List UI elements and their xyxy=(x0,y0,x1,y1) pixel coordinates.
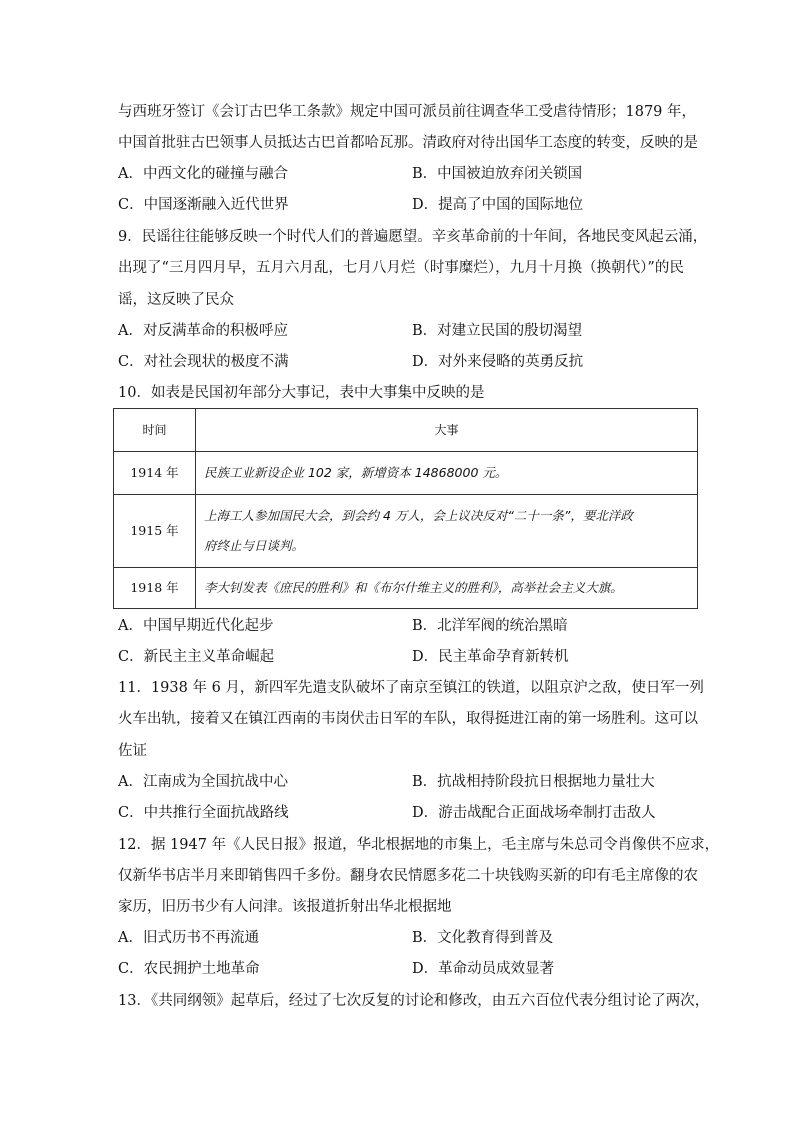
q8-stem-line-1: 与西班牙签订《会订古巴华工条款》规定中国可派员前往调查华工受虐待情形；1879 年， xyxy=(118,104,697,120)
q11-stem-line-1: 11．1938 年 6 月，新四军先遣支队破坏了南京至镇江的铁道，以阻京沪之敌，使日军一列 xyxy=(118,680,704,696)
q12-option-c: C．农民拥护土地革命 xyxy=(118,961,260,977)
q11-option-b: B．抗战相持阶段抗日根据地力量壮大 xyxy=(412,774,655,790)
q8-option-d: D．提高了中国的国际地位 xyxy=(412,197,584,213)
q11-option-c: C．中共推行全面抗战路线 xyxy=(118,805,289,821)
q12-stem-line-1: 12．据 1947 年《人民日报》报道，华北根据地的市集上，毛主席与朱总司令肖像供不应求， xyxy=(118,837,720,853)
q9-stem-line-3: 谣，这反映了民众 xyxy=(118,292,234,308)
q10-option-a: A．中国早期近代化起步 xyxy=(118,618,274,634)
row-event-line-2: 府终止与日谈判。 xyxy=(204,538,305,553)
q8-option-a: A．中西文化的碰撞与融合 xyxy=(118,166,288,182)
row-event: 民族工业新设企业 102 家，新增资本 14868000 元。 xyxy=(204,465,508,480)
q9-option-c: C．对社会现状的极度不满 xyxy=(118,354,289,370)
q10-stem: 10．如表是民国初年部分大事记，表中大事集中反映的是 xyxy=(118,385,485,401)
q8-option-b: B．中国被迫放弃闭关锁国 xyxy=(412,166,583,182)
q9-option-a: A．对反满革命的积极呼应 xyxy=(118,323,288,339)
row-year: 1915 年 xyxy=(114,495,196,568)
row-year: 1914 年 xyxy=(114,452,196,495)
row-event: 李大钊发表《庶民的胜利》和《布尔什维主义的胜利》，高举社会主义大旗。 xyxy=(204,580,623,595)
q10-option-d: D．民主革命孕育新转机 xyxy=(412,649,569,665)
q11-option-d: D．游击战配合正面战场牵制打击敌人 xyxy=(412,805,656,821)
header-event: 大事 xyxy=(196,409,698,452)
table-row xyxy=(114,568,698,609)
q12-option-d: D．革命动员成效显著 xyxy=(412,961,555,977)
q12-stem-line-3: 家历，旧历书少有人问津。该报道折射出华北根据地 xyxy=(118,899,452,915)
q8-option-c: C．中国逐渐融入近代世界 xyxy=(118,197,289,213)
table-row xyxy=(114,495,698,568)
table-row xyxy=(114,452,698,495)
q10-option-c: C．新民主主义革命崛起 xyxy=(118,649,275,665)
q9-option-b: B．对建立民国的殷切渴望 xyxy=(412,323,583,339)
row-year: 1918 年 xyxy=(114,568,196,609)
q13-stem-line-1: 13．《共同纲领》起草后，经过了七次反复的讨论和修改，由五六百位代表分组讨论了两次， xyxy=(118,993,710,1009)
q12-stem-line-2: 仅新华书店半月来即销售四千多份。翻身农民情愿多花二十块钱购买新的印有毛主席像的农 xyxy=(118,868,698,884)
table-header-row xyxy=(114,409,698,452)
q9-option-d: D．对外来侵略的英勇反抗 xyxy=(412,354,584,370)
q11-stem-line-3: 佐证 xyxy=(118,743,147,759)
header-time: 时间 xyxy=(114,409,196,452)
q11-option-a: A．江南成为全国抗战中心 xyxy=(118,774,288,790)
q9-stem-line-2: 出现了“三月四月早，五月六月乱，七月八月烂（时事糜烂），九月十月换（换朝代）”的民 xyxy=(118,260,684,276)
events-table xyxy=(113,408,698,609)
q9-stem-line-1: 9．民谣往往能够反映一个时代人们的普遍愿望。辛亥革命前的十年间，各地民变风起云涌， xyxy=(118,229,708,245)
q11-stem-line-2: 火车出轨，接着又在镇江西南的韦岗伏击日军的车队，取得挺进江南的第一场胜利。这可以 xyxy=(118,711,698,727)
q12-option-b: B．文化教育得到普及 xyxy=(412,930,554,946)
row-event-line-1: 上海工人参加国民大会，到会约 4 万人，会上议决反对“二十一条”，要北洋政 xyxy=(204,508,633,523)
q12-option-a: A．旧式历书不再流通 xyxy=(118,930,259,946)
q8-stem-line-2: 中国首批驻古巴领事人员抵达古巴首都哈瓦那。清政府对待出国华工态度的转变，反映的是 xyxy=(118,135,698,151)
q10-option-b: B．北洋军阀的统治黑暗 xyxy=(412,618,568,634)
